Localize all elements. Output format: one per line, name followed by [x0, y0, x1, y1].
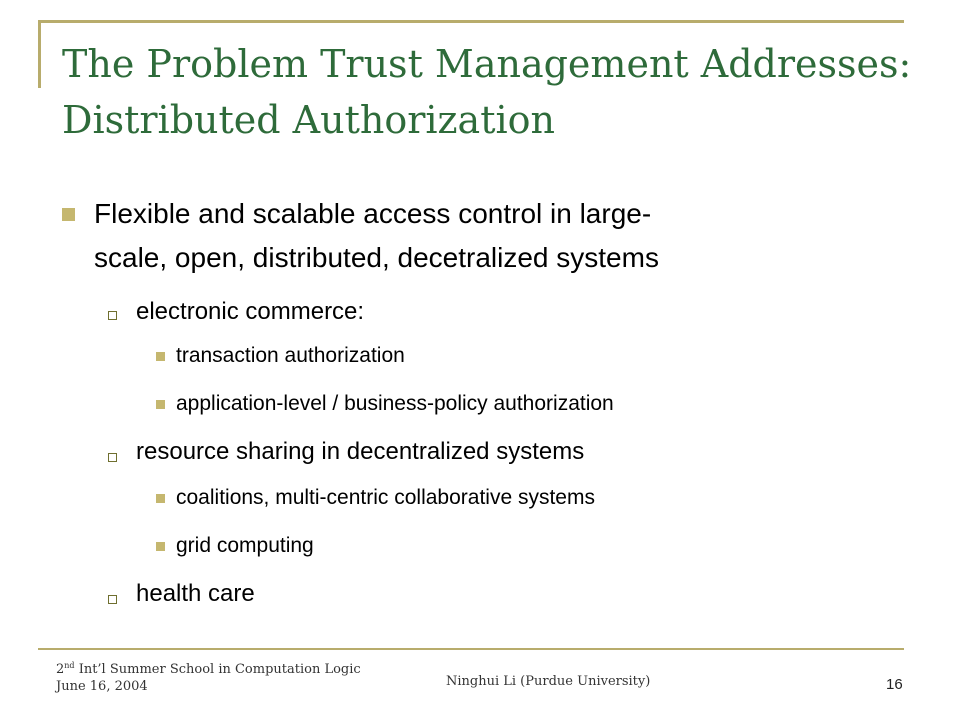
subsub-text: application-level / business-policy authorization	[176, 392, 614, 415]
title-line-1: The Problem Trust Management Addresses:	[62, 42, 912, 86]
bullet-text-continued: scale, open, distributed, decetralized systems	[94, 242, 659, 273]
footer-conference	[56, 661, 361, 695]
subbullet-text: health care	[136, 580, 255, 607]
subbullet-text: resource sharing in decentralized systems	[136, 438, 585, 465]
footer-date: June 16, 2004	[56, 679, 148, 694]
footer-divider	[38, 648, 904, 650]
hollow-square-bullet-icon	[108, 453, 117, 462]
subsub-text: transaction authorization	[176, 344, 405, 367]
bullet-square-icon	[62, 208, 75, 221]
subsub-text: coalitions, multi-centric collaborative systems	[176, 486, 595, 509]
footer-conference-name: 2nd Int’l Summer School in Computation Logic	[56, 661, 361, 677]
hollow-square-bullet-icon	[108, 311, 117, 320]
small-square-bullet-icon	[156, 400, 165, 409]
page-number: 16	[886, 676, 903, 693]
title-line-2: Distributed Authorization	[62, 98, 555, 142]
subsub-text: grid computing	[176, 534, 314, 557]
small-square-bullet-icon	[156, 542, 165, 551]
subbullet-text: electronic commerce:	[136, 298, 365, 325]
small-square-bullet-icon	[156, 352, 165, 361]
bullet-text: Flexible and scalable access control in large-	[94, 198, 652, 229]
hollow-square-bullet-icon	[108, 595, 117, 604]
small-square-bullet-icon	[156, 494, 165, 503]
footer-author: Ninghui Li (Purdue University)	[446, 674, 651, 689]
